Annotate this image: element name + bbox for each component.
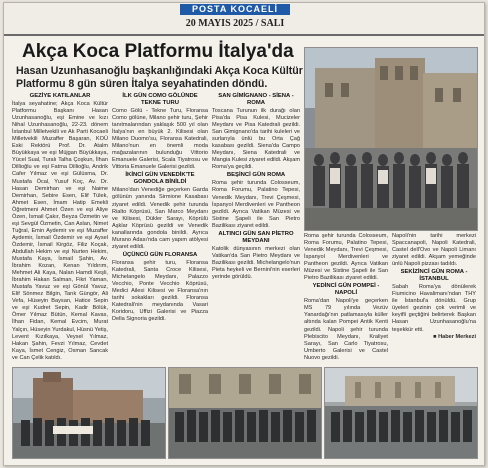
- day3-text: Floransa şehir turu, Floransa Katedrali, Santa Croce Kilisesi, Michelangelo Meydanı, Palazzo Vecchio, Ponte Vecchio Köprüsü, Medici Ailesi Kilisesi ve Floransa'nın tarihi sokakları gezildi. Floransa Katedrali'nin meydanında Vasari Koridoru, Uffizi Galerisi ve Piazza Della Signoria gezildi.: [112, 259, 208, 323]
- participants-text: İtalya seyahatine; Akça Koca Kültür Platformu Başkanı Hasan Uzunhasanoğlu, eşi Emine ve kızı Nihal Uzunhasanoğlu, 22-23. dönem İstanbul Milletvekili ve Ak Parti Kocaeli Milletvekili Muzaffer Başaran, KOÜ Eski Rektörü Prof. Dr. Atalm Büyükkaya ve eşi Müjgan Büyükkaya, Yücel Sual, Turalı Talha Çoşkun, İlhan Dillioğlu ve eşi Fatma Dillioğlu, Andrik Cafer Yılmaz ve eşi Gülüsma, Dr. Mustafa Öcal, Yusuf Koç, Av. Dr. Hasan Demirhan ve eşi Naime Demirhan, Sebire Esen, Elif Tülek, Ahmet Esen, İmam Hatip Emekli Öğretmeni Ahmet Özen ve eşi Aliye Özen, İsmail Çakır, Beyza Özmetin ve eşi Sevgül Özmetin, Can Aslan, Nimet Tuğral, Emin Aydemir ve eşi Muzaffer Aydemir, İsmail Özdemir ve eşi Aysel Özdemir, İsmail Kirgöz, Filiz Koçak, Abdullah Hekim ve eşi Nurten Hekim, Mustafa Kaya, İsmail Şahin, Av. İbrahim Kozan, Kenan Yıldırım, Mehmet Ali Kaya, Nalan Hamdi Keşli, İbrahim Hakan Salman, Fikri Yaman, Mustafa Yavuz ve eşi Gönül Yavuz, Elif Sönmez Bilgin, Tarık Güngör, Ali Vefa, Hüseyin Baysan, Hatice Sepin ve eşi Kudret Sepin, Kadir Bölük, Ömer Yılmaz Bütün, Kemal Kavas, İlhan Fidan, Kemal Evcim, Murat Yalçın, Hüseyin Yurdakul, Hüsnü Yetiş, Levent Kızılkaya, Veysel Yılmaz, Hakan Şahin, Fevzi Yılmaz, Cevdet Kaya, İsmet Cengiz, Osman Sancak ve Can Çelik katıldı.: [12, 101, 108, 361]
- issue-date: 20 MAYIS 2025 / SALI: [185, 18, 285, 29]
- byline-text: Haber Merkezi: [438, 333, 476, 340]
- day8-text: Sabah Roma'ya dönülerek Fiumicino Havalimanı'ndan THY ile İstanbul'a dönüldü. Grup üyeleri gezinin çok verimli ve keyifli geçtiğini belirterek Başkan Hasan Uzunhasanoğlu'na teşekkür etti.: [392, 284, 476, 333]
- group-photo-street-image: [169, 368, 321, 458]
- day7-text: Roma'dan Napoli'ye geçerken MS 79 yılında Vezüv Yanardağı'nın patlamasıyla küller altında kalan Pompei Antik Kenti gezildi. Napoli şehir turunda Plebiscito Meydanı, Kraliyet Sarayı, San Carlo Tiyatrosu, Umberto Galerisi ve Castel Nuovo gezildi.: [304, 298, 388, 361]
- group-photo-rome: [304, 47, 478, 231]
- section-heading-day1: İLK GÜN COMO GÖLÜNDE TEKNE TURU: [122, 93, 198, 106]
- section-heading-day2: İKİNCİ GÜN VENEDİK'TE GONDOLA BİNİLDİ: [125, 172, 195, 186]
- section-heading-day5: BEŞİNCİ GÜN ROMA: [226, 172, 286, 179]
- newspaper-logo: POSTA KOCAELİ: [180, 4, 290, 15]
- group-photo-castle-image: [13, 368, 165, 458]
- napoli-text: Napoli'nin tarihi merkezi Spaccanapoli, Napoli Katedrali, Castel dell'Ovo ve Napoli Limanı ziyaret edildi. Akşam yemeğinde ünlü Napoli pizzası tadıldı.: [392, 233, 476, 268]
- group-photo-square: [324, 367, 478, 459]
- article-column-1: [12, 92, 108, 364]
- section-heading-day8: SEKİZİNCİ GÜN ROMA - İSTANBUL: [400, 269, 468, 283]
- article-column-2: [112, 92, 208, 364]
- section-heading-day7: YEDİNCİ GÜN POMPEİ - NAPOLİ: [312, 283, 380, 297]
- article-headline: Akça Koca Platformu İtalya'da: [22, 41, 294, 62]
- day2-text: Milano'dan Venediğe geçerken Garda gölünün yanında Sirmione Kasabası ziyaret edildi. Venedik şehir turunda Rialto Köprüsü, San Marco Meydanı ve Kilisesi, Dükler Sarayı, Köprülü Aşklar Köprüsü gezildi ve Venedik kanallarında gondola binildi. Ayrıca Murano Adası'nda cam yapım atölyesi ziyaret edildi.: [112, 187, 208, 250]
- section-heading-day6: ALTINCI GÜN SAN PİETRO MEYDANI: [218, 230, 294, 244]
- article-column-4: [304, 233, 388, 365]
- group-photo-rome-image: [305, 48, 477, 230]
- day1-text: Como Gölü - Tekne Turu, Floransa Como gölüne, Milano şehir turu, Şehir tanıtmalarından yaklaşık 500 yıl olan İtalya'nın en büyük 2. Kilisesi olan Milano Duomo'su, Floransa Katedrali, Milano'nun en önemli moda mağazalarının bulunduğu Vittorio Emanuele Galerisi, Scala Tiyatrosu ve Vittoria Emanuele Galerisi gezildi.: [112, 108, 208, 171]
- newspaper-page: [3, 2, 485, 466]
- byline: ■ Haber Merkezi: [433, 333, 476, 340]
- section-heading-day4: SAN GİMİGNANO - SİENA - ROMA: [218, 93, 294, 106]
- masthead-rule: [4, 34, 484, 36]
- article-column-5: [392, 233, 476, 365]
- group-photo-square-image: [325, 368, 477, 458]
- group-photo-street: [168, 367, 322, 459]
- day4-text: Toscana Turunun ilk durağı olan Pisa'da Pisa Kulesi, Mucizeler Meydanı ve Pisa Katedrali gezildi. San Gimignano'da tarihi kuleleri ve surlarıyla ünlü bu Orta Çağ kasabası gezildi. Siena'da Campo Meydanı, Siena Katedrali ve Mangia Kulesi ziyaret edildi. Akşam Roma'ya geçildi.: [212, 108, 300, 171]
- group-photo-castle: [12, 367, 166, 459]
- section-heading-participants: GEZİYE KATILANLAR: [29, 93, 91, 99]
- day5-text: Roma şehir turunda Colosseum, Roma Forumu, Palatino Tepesi, Venedik Meydanı, Trevi Çeşmesi, İspanyol Merdivenleri ve Pantheon gezildi. Ayrıca Vatikan Müzesi ve Sistine Şapeli ile San Pietro Bazilikası ziyaret edildi.: [212, 180, 300, 229]
- article-subhead: Hasan Uzunhasanoğlu başkanlığındaki Akça Koca Kültür Platformu 8 gün süren İtalya seyahatinden döndü.: [16, 65, 303, 90]
- day6-text: Katolik dünyasının merkezi olan Vatikan'da San Pietro Meydanı ve Bazilikası gezildi. Michelangelo'nun Pieta heykeli ve Bernini'nin eserleri yerinde görüldü.: [212, 245, 300, 280]
- day5-continued-text: Roma şehir turunda Colosseum, Roma Forumu, Palatino Tepesi, Venedik Meydanı, Trevi Çeşmesi, İspanyol Merdivenleri ve Pantheon gezildi. Ayrıca Vatikan Müzesi ve Sistine Şapeli ile San Pietro Bazilikası ziyaret edildi.: [304, 233, 388, 282]
- masthead: [4, 3, 484, 36]
- section-heading-day3: ÜÇÜNCÜ GÜN FLORANSA: [122, 251, 198, 258]
- article-column-3: [212, 92, 300, 364]
